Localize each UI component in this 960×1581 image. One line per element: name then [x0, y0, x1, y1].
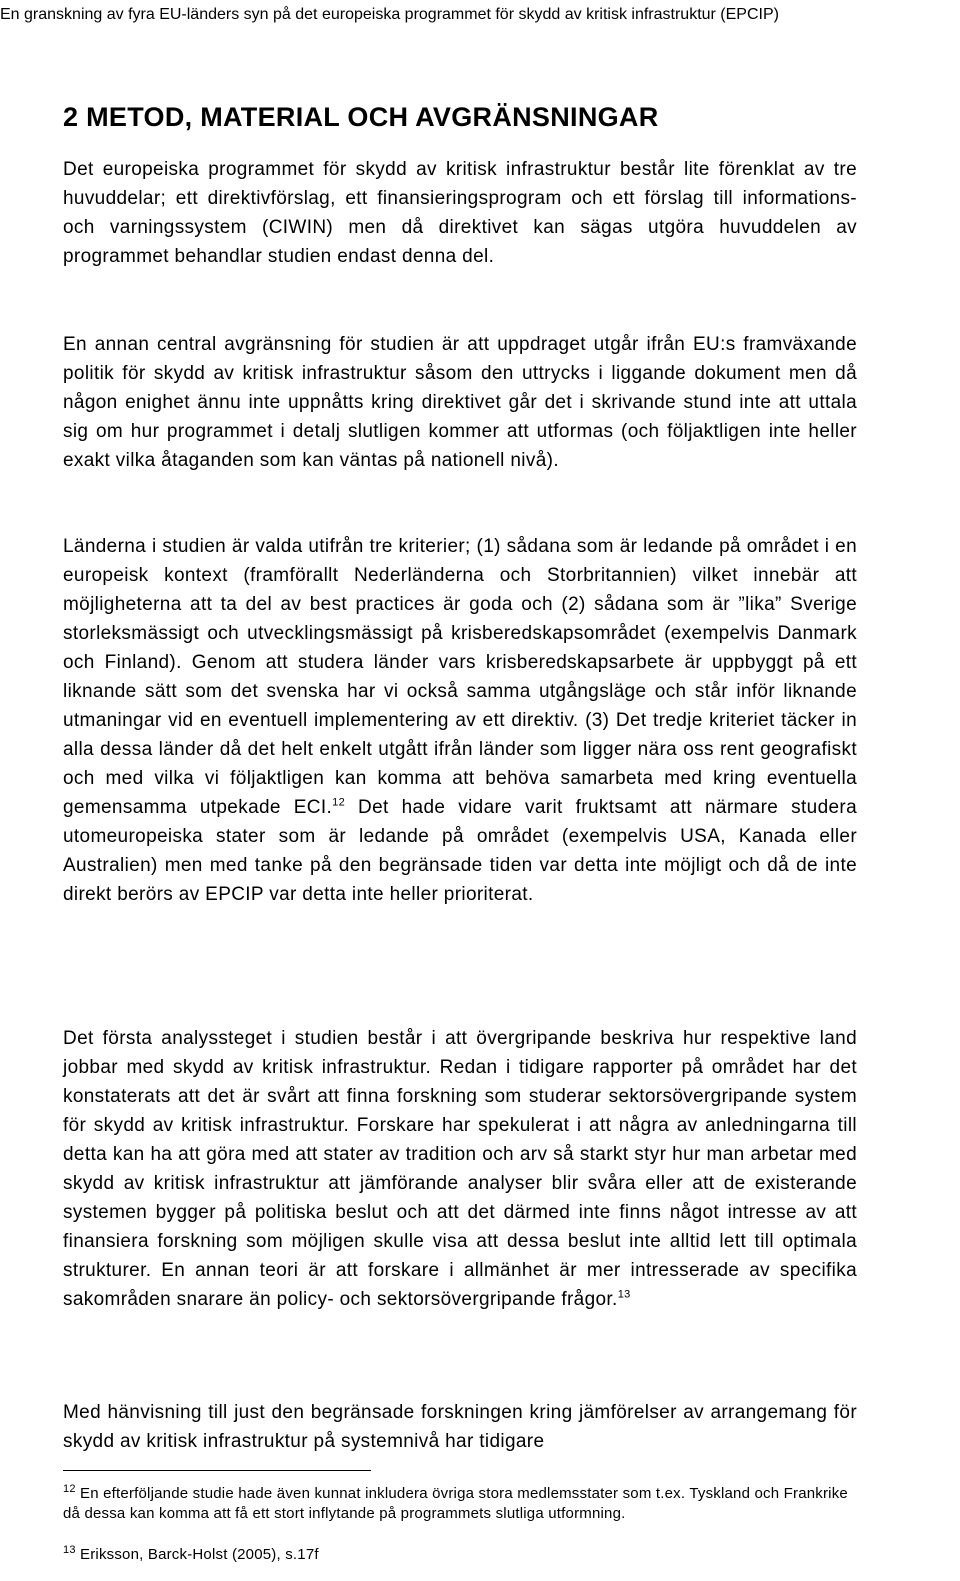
footnote [63, 1545, 857, 1565]
footnote [63, 1484, 857, 1524]
paragraph-text: Det första analyssteget i studien består i att övergripande beskriva hur respektive land jobbar med skydd av kritisk infrastruktur. Redan i tidigare rapporter på området har det konstaterats att det är svårt att finna forskning som studerar sektorsövergripande system för skydd av kritisk infrastruktur. Forskare har spekulerat i att några av anledningarna till detta kan ha att göra med att stater av tradition och arv så starkt styr hur man arbetar med skydd av kritisk infrastruktur att jämförande analyser blir svåra eller att de existerande systemen bygger på politiska beslut och att det därmed inte finns något intresse av att finansiera forskning som möjligen skulle visa att dessa beslut inte alltid lett till optimala strukturer. En annan teori är att forskare i allmänhet är mer intresserade av specifika sakområden snarare än policy- och sektorsövergripande frågor. [63, 1028, 857, 1310]
running-header: En granskning av fyra EU-länders syn på det europeiska programmet för skydd av kritisk infrastruktur (EPCIP) [0, 6, 779, 23]
footnote-text: Eriksson, Barck-Holst (2005), s.17f [75, 1546, 319, 1563]
paragraph-country-selection [63, 532, 857, 909]
paragraph-continuation: Med hänvisning till just den begränsade forskningen kring jämförelser av arrangemang för skydd av kritisk infrastruktur på systemnivå har tidigare [63, 1402, 857, 1452]
footnote-reference: 13 [617, 1288, 631, 1301]
paragraph-analysis-step [63, 1024, 857, 1314]
paragraph-scope: Det europeiska programmet för skydd av kritisk infrastruktur består lite förenklat av tre huvuddelar; ett direktivförslag, ett finansieringsprogram och ett förslag till informations- och varningssystem (CIWIN) men då direktivet kan sägas utgöra huvuddelen av programmet behandlar studien endast denna del. [63, 159, 857, 267]
paragraph-text: Länderna i studien är valda utifrån tre kriterier; (1) sådana som är ledande på området i en europeisk kontext (framförallt Nederländerna och Storbritannien) vilket innebär att möjligheterna att ta del av best practices är goda och (2) sådana som är ”lika” Sverige storleksmässigt och utvecklingsmässigt på krisberedskapsområdet (exempelvis Danmark och Finland). Genom att studera länder vars krisberedskapsarbete är uppbyggt på ett liknande sätt som det svenska har vi också samma utgångsläge och står inför liknande utmaningar vid en eventuell implementering av ett direktiv. (3) Det tredje kriteriet täcker in alla dessa länder då det helt enkelt utgått ifrån länder som ligger nära oss rent geografiskt och med vilka vi följaktligen kan komma att behöva samarbeta med kring eventuella gemensamma utpekade ECI. [63, 536, 857, 818]
footnote-separator [63, 1470, 371, 1471]
chapter-heading: 2 METOD, MATERIAL OCH AVGRÄNSNINGAR [63, 102, 659, 132]
footnote-number: 13 [63, 1544, 76, 1556]
paragraph-text: Det hade vidare varit fruktsamt att närmare studera utomeuropeiska stater som är ledande på området (exempelvis USA, Kanada eller Australien) men med tanke på den begränsade tiden var detta inte möjligt och då de inte direkt berörs av EPCIP var detta inte heller prioriterat. [63, 797, 857, 905]
paragraph-delimitation: En annan central avgränsning för studien är att uppdraget utgår ifrån EU:s framväxande politik för skydd av kritisk infrastruktur såsom den uttrycks i liggande dokument men då någon enighet ännu inte uppnåtts kring direktivet går det i skrivande stund inte att uttala sig om hur programmet i detalj slutligen kommer att utformas (och följaktligen inte heller exakt vilka åtaganden som kan väntas på nationell nivå). [63, 334, 857, 471]
footnote-text: En efterföljande studie hade även kunnat inkludera övriga stora medlemsstater som t.ex. Tyskland och Frankrike då dessa kan komma att få ett stort inflytande på programmets slutliga utformning. [63, 1485, 848, 1522]
footnote-reference: 12 [332, 796, 346, 809]
footnote-number: 12 [63, 1483, 76, 1495]
